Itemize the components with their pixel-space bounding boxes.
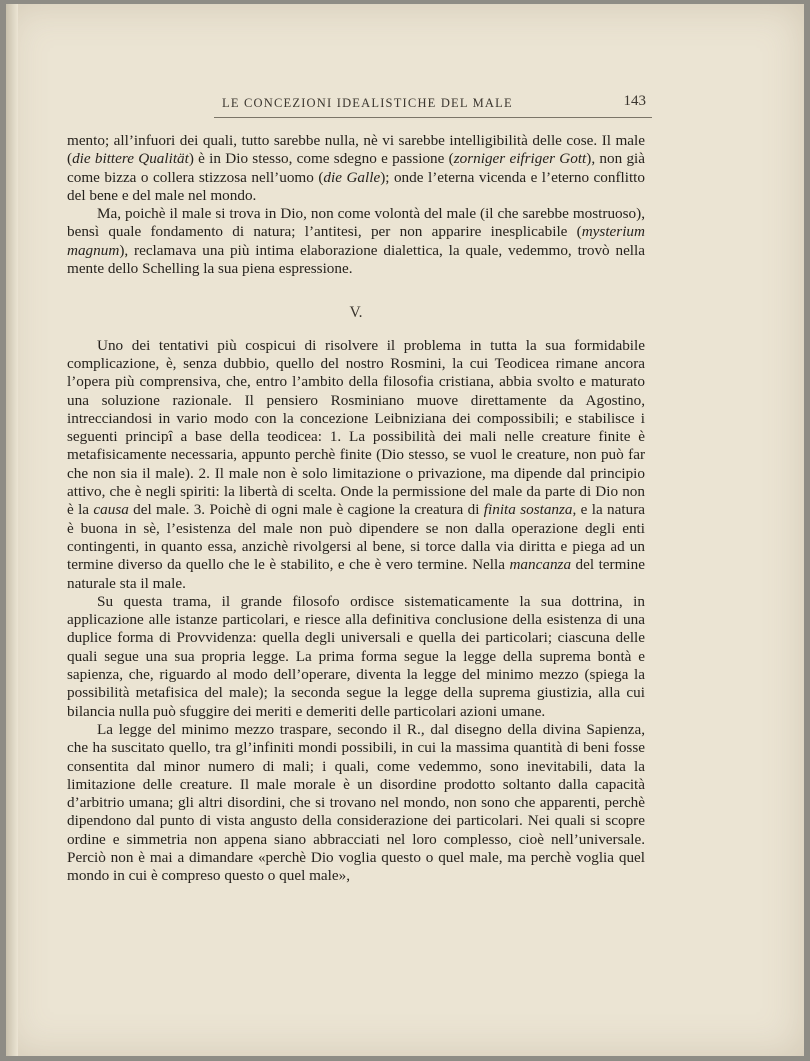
paragraph: Uno dei tentativi più cospicui di risolvere il problema in tutta la sua formidabile complicazione, è, senza dubbio, quello del nostro Rosmini, la cui Teodicea rimane ancora l’opera più comprensiva, che, entro l’ambito della filosofia cristiana, abbia svolto e maturato una soluzione razionale. Il pensiero Rosminiano muove direttamente da Agostino, intrecciandosi in vario modo con la concezione Leibniziana dei compossibili; e stabilisce i seguenti principî a base della teodicea: 1. La possibilità dei mali nelle creature finite è metafisicamente necessaria, appunto perchè finite (Dio stesso, se vuol le creature, non può far che non sia il male). 2. Il male non è solo limitazione o privazione, ma dipende dal principio attivo, che è negli spiriti: la libertà di scelta. Onde la permissione del male da parte di Dio non è la causa del male. 3. Poichè di ogni male è cagione la creatura di finita sostanza, e la natura è buona in sè, l’esistenza del male non può dipendere se non dalla operazione degli enti contingenti, in quanto essa, anzichè rivolgersi al bene, si torce dalla via diritta e piega ad un termine diverso da quello che le è stabilito, e che è vero termine. Nella mancanza del termine naturale sta il male. [67, 336, 645, 592]
paragraph: Ma, poichè il male si trova in Dio, non come volontà del male (il che sarebbe mostruoso), bensì quale fondamento di natura; l’antitesi, per non apparire inesplicabile (mysterium magnum), reclamava una più intima elaborazione dialettica, la quale, vedemmo, trovò nella mente dello Schelling la sua piena espressione. [67, 205, 645, 278]
italic-phrase: die Galle [323, 168, 381, 186]
italic-phrase: mysterium magnum [67, 223, 645, 259]
italic-phrase: mancanza [509, 556, 572, 574]
italic-phrase: die bittere Qualität [72, 150, 189, 168]
italic-phrase: zorniger eifriger Gott [453, 150, 587, 168]
italic-phrase: causa [93, 501, 129, 519]
paragraph: Su questa trama, il grande filosofo ordisce sistematicamente la sua dottrina, in applicazione alle istanze particolari, e riesce alla definitiva conclusione della esistenza di una duplice forma di Provvidenza: quella degli universali e quella dei particolari; ciascuna delle quali segue una sua propria legge. La prima forma segue la legge della suprema bontà e sapienza, che, riguardo al modo dell’operare, diventa la legge del minimo mezzo (spiega la possibilità metafisica del male); la seconda segue la legge della suprema giustizia, alla cui bilancia nulla può sfuggire dei meriti e demeriti delle particolari azioni umane. [67, 592, 645, 720]
running-title: LE CONCEZIONI IDEALISTICHE DEL MALE [222, 96, 513, 110]
paragraph: mento; all’infuori dei quali, tutto sarebbe nulla, nè vi sarebbe intelligibilità delle cose. Il male (die bittere Qualität) è in Dio stesso, come sdegno e passione (zorniger eifriger Gott), non già come bizza o collera stizzosa nell’uomo (die Galle); onde l’eterna vicenda e l’eterno conflitto del bene e del male nel mondo. [67, 132, 645, 204]
page-number: 143 [623, 93, 646, 109]
book-page [6, 4, 804, 1056]
body-text [67, 132, 645, 886]
header-rule [214, 117, 652, 118]
italic-phrase: finita sostanza [483, 501, 573, 519]
section-heading: V. [349, 304, 363, 322]
page-binding-edge [6, 4, 18, 1056]
running-head [214, 93, 652, 113]
paragraph: La legge del minimo mezzo traspare, secondo il R., dal disegno della divina Sapienza, che ha suscitato quello, tra gl’infiniti mondi possibili, in cui la massima quantità di beni fosse consentita dal minor numero di mali; i quali, come vedemmo, sono inevitabili, data la limitazione delle creature. Il male morale è un disordine prodotto soltanto dalla capacità d’arbitrio umana; gli altri disordini, che si trovano nel mondo, non sono che apparenti, perchè dipendono dal punto di vista angusto della considerazione dei particolari. Nei quali si scopre ordine e simmetria non appena siano abbracciati nel loro complesso, cioè nell’universale. Perciò non è mai a dimandare «perchè Dio voglia questo o quel male, ma perchè voglia quel mondo in cui è compreso questo o quel male», [67, 720, 645, 885]
